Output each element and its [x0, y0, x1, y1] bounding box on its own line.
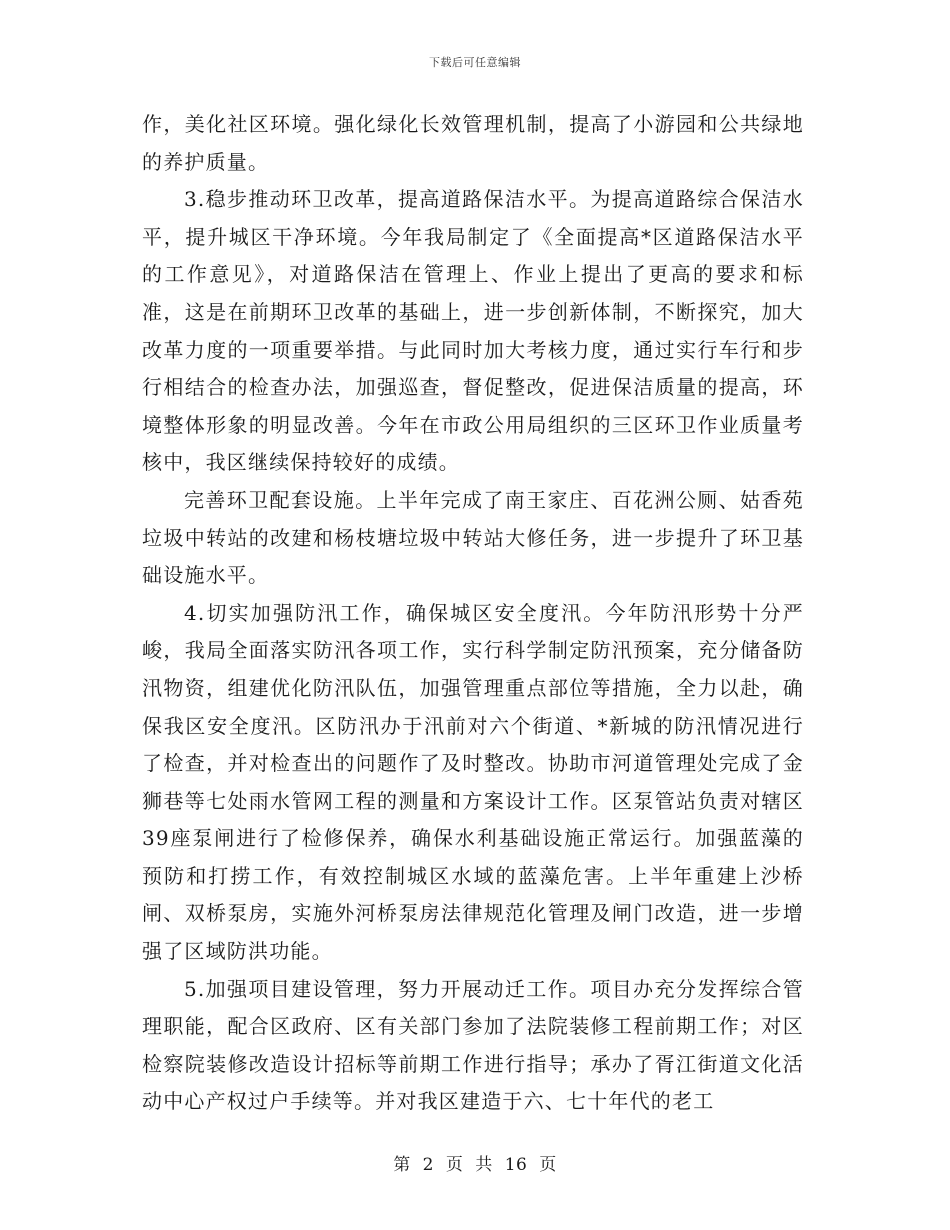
page-number: 第 2 页 共 16 页	[393, 1155, 557, 1175]
paragraph-item-5: 5.加强项目建设管理，努力开展动迁工作。项目办充分发挥综合管理职能，配合区政府、区有关部门参加了法院装修工程前期工作；对区检察院装修改造设计招标等前期工作进行指导；承办了胥江街道文化活动中心产权过户手续等。并对我区建造于六、七十年代的老工	[142, 976, 804, 1114]
page-header-note: 下载后可任意编辑	[429, 56, 521, 69]
document-body	[142, 106, 804, 1121]
paragraph-sanitation-facilities: 完善环卫配套设施。上半年完成了南王家庄、百花洲公厕、姑香苑垃圾中转站的改建和杨枝塘垃圾中转站大修任务，进一步提升了环卫基础设施水平。	[142, 487, 804, 588]
paragraph-item-4: 4.切实加强防汛工作，确保城区安全度汛。今年防汛形势十分严峻，我局全面落实防汛各项工作，实行科学制定防汛预案，充分储备防汛物资，组建优化防汛队伍，加强管理重点部位等措施，全力以赴，确保我区安全度汛。区防汛办于汛前对六个街道、*新城的防汛情况进行了检查，并对检查出的问题作了及时整改。协助市河道管理处完成了金狮巷等七处雨水管网工程的测量和方案设计工作。区泵管站负责对辖区39座泵闸进行了检修保养，确保水利基础设施正常运行。加强蓝藻的预防和打捞工作，有效控制城区水域的蓝藻危害。上半年重建上沙桥闸、双桥泵房，实施外河桥泵房法律规范化管理及闸门改造，进一步增强了区域防洪功能。	[142, 600, 804, 964]
paragraph-continuation: 作，美化社区环境。强化绿化长效管理机制，提高了小游园和公共绿地的养护质量。	[142, 112, 804, 174]
paragraph-item-3: 3.稳步推动环卫改革，提高道路保洁水平。为提高道路综合保洁水平，提升城区干净环境。今年我局制定了《全面提高*区道路保洁水平的工作意见》，对道路保洁在管理上、作业上提出了更高的要求和标准，这是在前期环卫改革的基础上，进一步创新体制，不断探究，加大改革力度的一项重要举措。与此同时加大考核力度，通过实行车行和步行相结合的检查办法，加强巡查，督促整改，促进保洁质量的提高，环境整体形象的明显改善。今年在市政公用局组织的三区环卫作业质量考核中，我区继续保持较好的成绩。	[142, 187, 804, 475]
